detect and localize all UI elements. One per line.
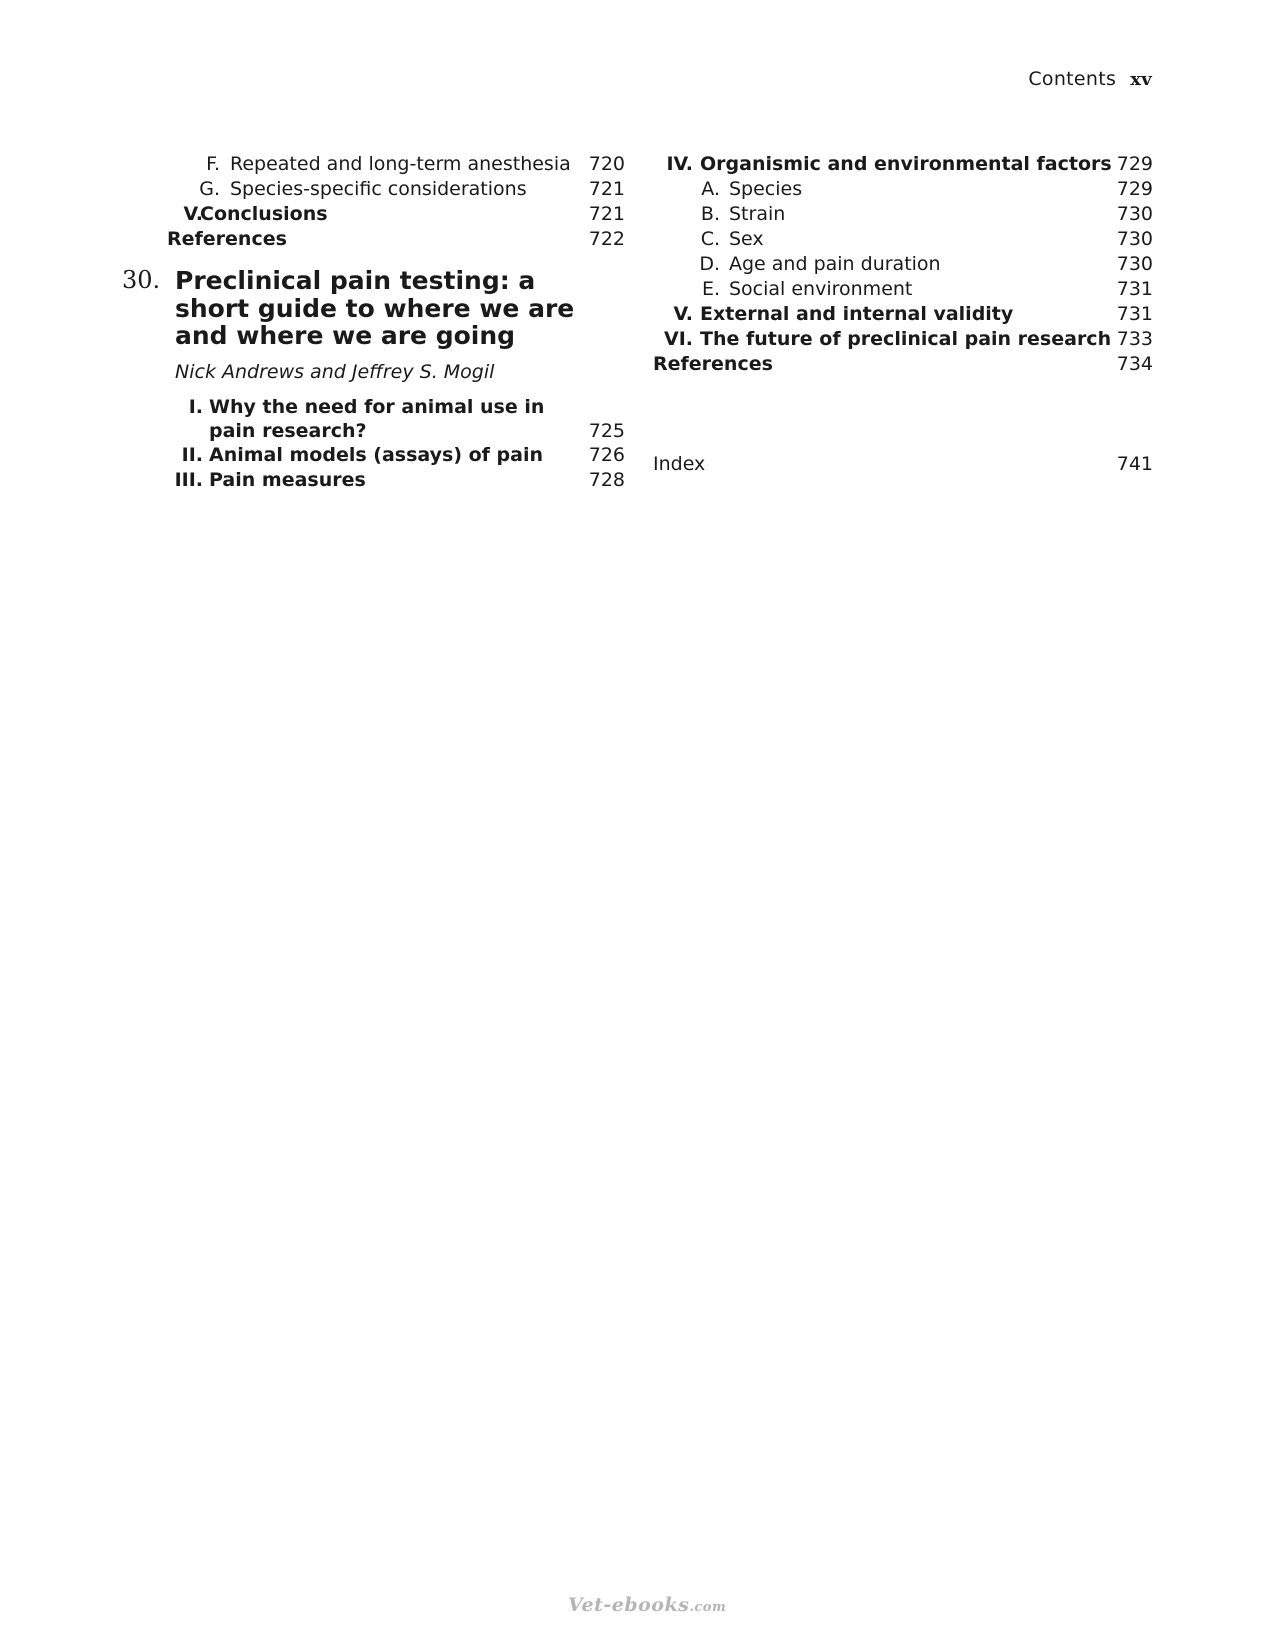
chapter-authors: Nick Andrews and Jeffrey S. Mogil: [175, 360, 495, 383]
index-page: 741: [1116, 453, 1153, 475]
chapter-number: 30.: [122, 266, 161, 294]
toc-entry-page: 721: [588, 178, 625, 200]
toc-entry-page: 730: [1116, 253, 1153, 275]
toc-entry-page: 720: [588, 153, 625, 175]
toc-index-entry[interactable]: [653, 452, 1153, 477]
toc-entry[interactable]: [653, 302, 1153, 327]
toc-entry-number: A.: [701, 178, 720, 200]
toc-entry-title: Species: [729, 178, 803, 200]
toc-entry-number: D.: [699, 253, 720, 275]
toc-right-column: [653, 152, 1153, 377]
toc-entry-page: 731: [1116, 303, 1153, 325]
toc-entry[interactable]: [122, 202, 625, 227]
toc-entry-page: 722: [588, 228, 625, 250]
toc-entry[interactable]: [653, 352, 1153, 377]
index-label: Index: [653, 453, 706, 475]
toc-entry-number: I.: [188, 395, 203, 418]
running-header: [1028, 68, 1152, 90]
toc-entry-title: Animal models (assays) of pain: [209, 443, 544, 466]
toc-entry[interactable]: [122, 152, 625, 177]
running-title: Contents: [1028, 68, 1117, 90]
toc-entry[interactable]: [653, 177, 1153, 202]
toc-entry-page: 734: [1116, 353, 1153, 375]
toc-entry-title: Pain measures: [209, 468, 366, 491]
toc-entry[interactable]: [653, 227, 1153, 252]
toc-entry-number: III.: [174, 468, 203, 491]
toc-entry-page: 726: [588, 443, 625, 466]
toc-entry-title: External and internal validity: [700, 303, 1014, 325]
toc-entry-title: Conclusions: [200, 203, 328, 225]
toc-entry[interactable]: [122, 227, 625, 252]
toc-entry-title: Age and pain duration: [729, 253, 941, 275]
toc-entry[interactable]: [653, 252, 1153, 277]
toc-entry-number: G.: [199, 178, 220, 200]
toc-entry[interactable]: [653, 277, 1153, 302]
toc-entry-number: VI.: [664, 328, 693, 350]
toc-entry-page: 721: [588, 203, 625, 225]
chapter-heading[interactable]: [122, 267, 625, 350]
toc-entry[interactable]: [122, 443, 625, 468]
toc-entry-page: 731: [1116, 278, 1153, 300]
toc-entry-page: 730: [1116, 228, 1153, 250]
toc-entry[interactable]: [653, 202, 1153, 227]
toc-entry[interactable]: [122, 177, 625, 202]
toc-entry-page: 728: [588, 468, 625, 491]
toc-entry-page: 729: [1116, 153, 1153, 175]
watermark: [568, 1594, 726, 1616]
page-number: xv: [1130, 69, 1152, 90]
toc-entry-number: IV.: [666, 153, 693, 175]
toc-entry-number: V.: [183, 203, 203, 225]
toc-entry-title: Strain: [729, 203, 786, 225]
watermark-brand: Vet-ebooks: [568, 1594, 690, 1616]
toc-entry-title: References: [167, 228, 287, 250]
toc-entry-title: Why the need for animal use in pain research?: [209, 395, 545, 442]
toc-left-column: [122, 152, 625, 493]
toc-entry-number: C.: [700, 228, 720, 250]
toc-entry-page: 730: [1116, 203, 1153, 225]
toc-entry-number: V.: [673, 303, 693, 325]
toc-entry-number: E.: [701, 278, 720, 300]
toc-entry-title: Repeated and long-term anesthesia: [230, 153, 571, 175]
toc-entry[interactable]: [122, 468, 625, 493]
toc-entry[interactable]: [653, 327, 1153, 352]
toc-entry-number: B.: [700, 203, 720, 225]
toc-entry-number: II.: [181, 443, 203, 466]
toc-entry-page: 733: [1116, 328, 1153, 350]
toc-entry-page: 725: [588, 419, 625, 442]
toc-entry-title: Sex: [729, 228, 764, 250]
watermark-domain: .com: [689, 1600, 727, 1615]
toc-entry-title: References: [653, 353, 773, 375]
toc-entry-page: 729: [1116, 178, 1153, 200]
toc-entry[interactable]: [122, 395, 625, 443]
toc-entry[interactable]: [653, 152, 1153, 177]
toc-entry-number: F.: [206, 153, 220, 175]
toc-entry-title: Species-specific considerations: [230, 178, 527, 200]
toc-entry-title: Social environment: [729, 278, 913, 300]
toc-entry-title: The future of preclinical pain research: [700, 328, 1112, 350]
toc-entry-title: Organismic and environmental factors: [700, 153, 1112, 175]
chapter-title: Preclinical pain testing: a short guide to where we are and where we are going: [175, 266, 575, 350]
